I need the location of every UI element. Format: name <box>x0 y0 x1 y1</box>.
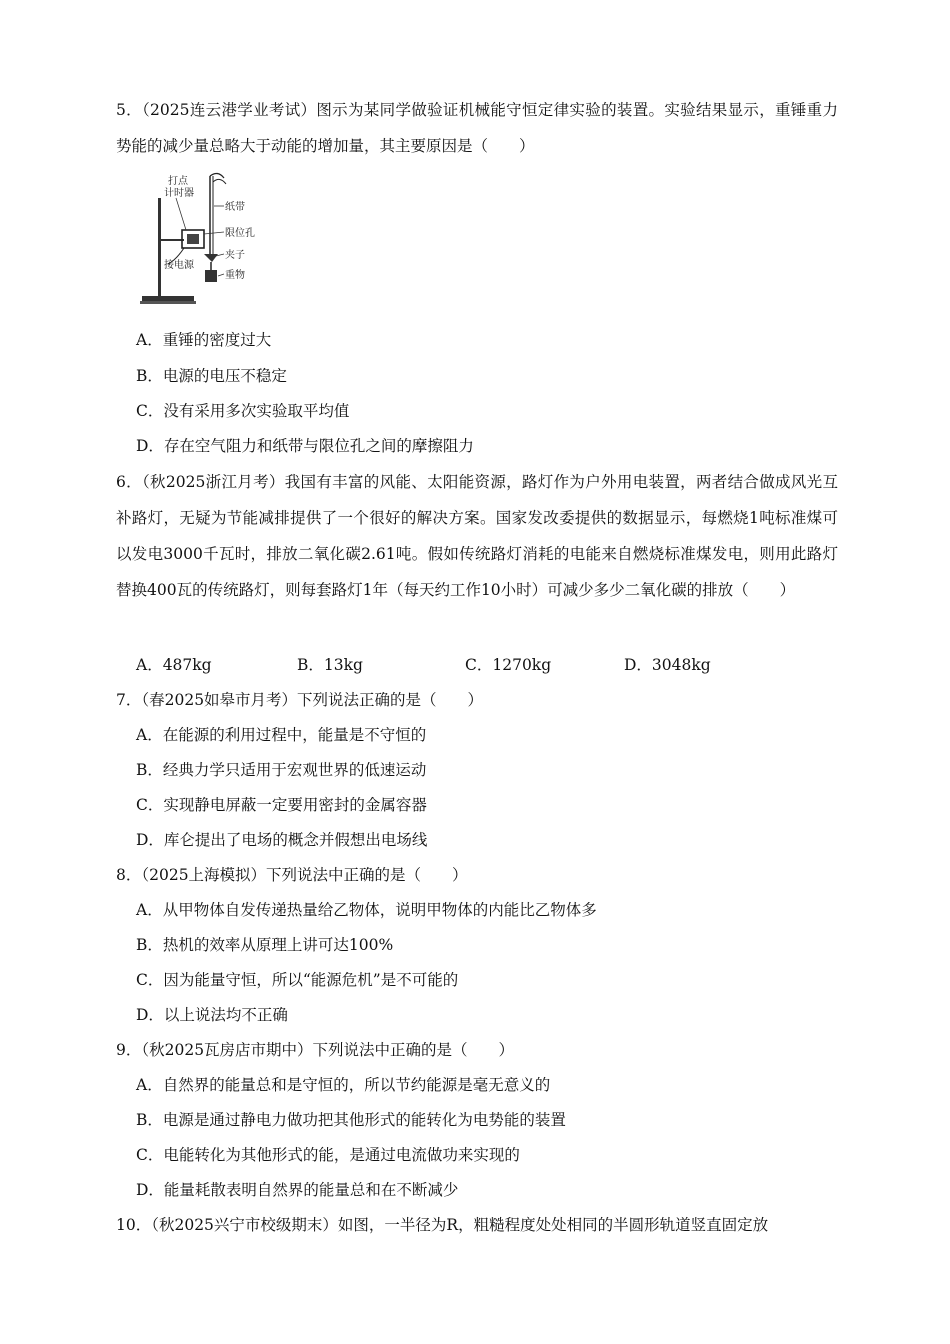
question-6-option-c: C．1270kg <box>465 656 552 674</box>
label-power: 接电源 <box>164 260 194 271</box>
label-tape: 纸带 <box>225 202 245 213</box>
question-6-options <box>136 655 836 675</box>
question-8-option-b: B．热机的效率从原理上讲可达100% <box>136 936 394 954</box>
question-9-option-d: D．能量耗散表明自然界的能量总和在不断减少 <box>136 1181 459 1199</box>
question-5-option-b: B．电源的电压不稳定 <box>136 367 287 385</box>
question-9-option-b: B．电源是通过静电力做功把其他形式的能转化为电势能的装置 <box>136 1111 566 1129</box>
question-5-option-d: D．存在空气阻力和纸带与限位孔之间的摩擦阻力 <box>136 437 474 455</box>
label-timer-2: 计时器 <box>164 188 194 199</box>
label-weight: 重物 <box>225 270 245 281</box>
question-7 <box>116 682 838 718</box>
question-6-option-d: D．3048kg <box>624 656 711 674</box>
question-8-stem: 8．（2025上海模拟）下列说法中正确的是（ ） <box>116 866 468 884</box>
question-6-option-b: B．13kg <box>297 656 363 674</box>
question-9 <box>116 1032 838 1068</box>
question-7-option-b: B．经典力学只适用于宏观世界的低速运动 <box>136 761 427 779</box>
question-10-stem: 10．（秋2025兴宁市校级期末）如图，一半径为R，粗糙程度处处相同的半圆形轨道竖直固定放 <box>116 1216 769 1234</box>
question-7-option-a: A．在能源的利用过程中，能量是不守恒的 <box>136 726 427 744</box>
label-timer-1: 打点 <box>168 176 188 187</box>
question-5 <box>116 92 838 164</box>
label-clip: 夹子 <box>225 250 245 261</box>
question-9-stem: 9．（秋2025瓦房店市期中）下列说法中正确的是（ ） <box>116 1041 515 1059</box>
question-5-stem: 5．（2025连云港学业考试）图示为某同学做验证机械能守恒定律实验的装置。实验结果显示，重锤重力势能的减少量总略大于动能的增加量，其主要原因是（ ） <box>116 101 838 155</box>
question-6-option-a: A．487kg <box>136 656 212 674</box>
apparatus-diagram <box>138 168 262 314</box>
question-5-option-c: C．没有采用多次实验取平均值 <box>136 402 350 420</box>
question-7-option-c: C．实现静电屏蔽一定要用密封的金属容器 <box>136 796 427 814</box>
question-6-stem: 6．（秋2025浙江月考）我国有丰富的风能、太阳能资源，路灯作为户外用电装置，两者结合做成风光互补路灯，无疑为节能减排提供了一个很好的解决方案。国家发改委提供的数据显示，每燃烧1吨标准煤可以发电3000千瓦时，排放二氧化碳2.61吨。假如传统路灯消耗的电能来自燃烧标准煤发电，则用此路灯替换400瓦的传统路灯，则每套路灯1年（每天约工作10小时）可减少多少二氧化碳的排放（ ） <box>116 473 838 599</box>
question-9-option-a: A．自然界的能量总和是守恒的，所以节约能源是毫无意义的 <box>136 1076 551 1094</box>
question-6 <box>116 464 838 608</box>
question-7-stem: 7．（春2025如皋市月考）下列说法正确的是（ ） <box>116 691 484 709</box>
question-8-option-d: D．以上说法均不正确 <box>136 1006 288 1024</box>
question-9-option-c: C．电能转化为其他形式的能，是通过电流做功来实现的 <box>136 1146 520 1164</box>
apparatus-figure <box>138 168 262 314</box>
question-5-option-a: A．重锤的密度过大 <box>136 331 272 349</box>
label-hole: 限位孔 <box>225 228 255 239</box>
question-8-option-a: A．从甲物体自发传递热量给乙物体，说明甲物体的内能比乙物体多 <box>136 901 597 919</box>
question-10 <box>116 1207 838 1243</box>
question-8 <box>116 857 838 893</box>
question-7-option-d: D．库仑提出了电场的概念并假想出电场线 <box>136 831 428 849</box>
question-8-option-c: C．因为能量守恒，所以“能源危机”是不可能的 <box>136 971 459 989</box>
